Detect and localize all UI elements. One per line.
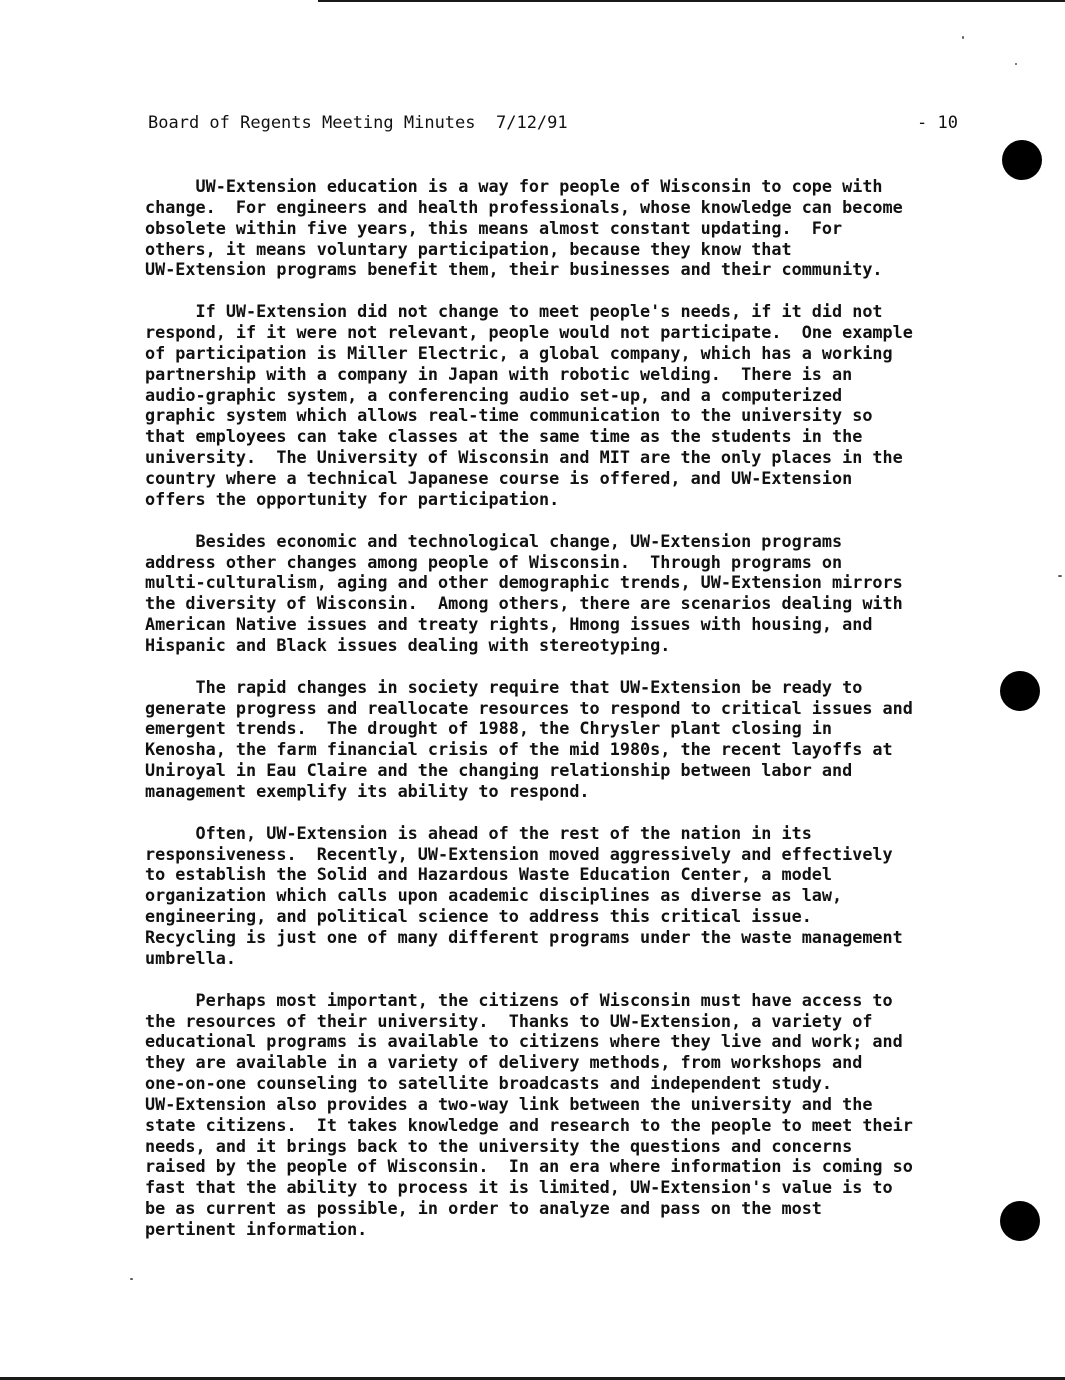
- paragraph-line: others, it means voluntary participation, because they know that: [145, 238, 792, 259]
- body-paragraph: [145, 301, 965, 509]
- paragraph-line: Perhaps most important, the citizens of Wisconsin must have access to: [145, 989, 893, 1010]
- paragraph-line: American Native issues and treaty rights, Hmong issues with housing, and: [145, 614, 873, 635]
- paragraph-line: Kenosha, the farm financial crisis of the mid 1980s, the recent layoffs at: [145, 739, 893, 760]
- paragraph-line: The rapid changes in society require that UW-Extension be ready to: [145, 676, 863, 697]
- paragraph-line: country where a technical Japanese course is offered, and UW-Extension: [145, 467, 853, 488]
- paragraph-line: obsolete within five years, this means almost constant updating. For: [145, 217, 843, 238]
- paragraph-line: Recycling is just one of many different programs under the waste management: [145, 927, 903, 947]
- page-top-edge: [318, 0, 1065, 2]
- paragraph-line: be as current as possible, in order to analyze and pass on the most: [145, 1198, 822, 1219]
- paragraph-line: management exemplify its ability to respond.: [145, 780, 590, 801]
- paragraph-line: UW-Extension education is a way for people of Wisconsin to cope with: [145, 176, 883, 196]
- punch-hole-top: [1002, 140, 1042, 180]
- paragraph-line: that employees can take classes at the same time as the students in the: [145, 426, 863, 447]
- scan-speck: [1015, 63, 1017, 65]
- paragraph-line: to establish the Solid and Hazardous Waste Education Center, a model: [145, 864, 833, 885]
- scan-speck: [1058, 575, 1062, 577]
- paragraph-line: If UW-Extension did not change to meet people's needs, if it did not: [145, 301, 883, 322]
- paragraph-line: fast that the ability to process it is limited, UW-Extension's value is to: [145, 1177, 893, 1198]
- scan-speck: [962, 36, 964, 39]
- paragraph-line: Hispanic and Black issues dealing with stereotyping.: [145, 634, 671, 655]
- paragraph-line: one-on-one counseling to satellite broadcasts and independent study.: [145, 1073, 833, 1094]
- body-paragraph: [145, 677, 965, 802]
- punch-hole-bottom: [1000, 1201, 1040, 1241]
- paragraph-line: generate progress and reallocate resources to respond to critical issues and: [145, 697, 913, 718]
- paragraph-line: needs, and it brings back to the university the questions and concerns: [145, 1135, 853, 1156]
- paragraph-line: umbrella.: [145, 947, 236, 968]
- paragraph-line: address other changes among people of Wisconsin. Through programs on: [145, 551, 843, 572]
- paragraph-line: engineering, and political science to address this critical issue.: [145, 906, 812, 927]
- body-paragraph: [145, 176, 965, 280]
- paragraph-line: raised by the people of Wisconsin. In an era where information is coming so: [145, 1156, 913, 1177]
- paragraph-line: change. For engineers and health professionals, whose knowledge can become: [145, 196, 903, 217]
- paragraph-line: state citizens. It takes knowledge and research to the people to meet their: [145, 1114, 913, 1135]
- paragraph-line: the diversity of Wisconsin. Among others, there are scenarios dealing with: [145, 593, 903, 614]
- paragraph-line: UW-Extension programs benefit them, their businesses and their community.: [145, 259, 883, 280]
- paragraph-line: partnership with a company in Japan with robotic welding. There is an: [145, 363, 853, 384]
- body-paragraph: [145, 823, 965, 969]
- paragraph-line: Besides economic and technological change, UW-Extension programs: [145, 530, 843, 551]
- paragraph-line: organization which calls upon academic disciplines as diverse as law,: [145, 885, 843, 906]
- page-header: [148, 111, 958, 135]
- paragraph-line: UW-Extension also provides a two-way link between the university and the: [145, 1093, 873, 1114]
- paragraph-line: multi-culturalism, aging and other demographic trends, UW-Extension mirrors: [145, 572, 903, 593]
- paragraph-line: Uniroyal in Eau Claire and the changing relationship between labor and: [145, 760, 853, 781]
- body-paragraph: [145, 990, 965, 1240]
- paragraph-line: offers the opportunity for participation.: [145, 488, 560, 509]
- paragraph-line: graphic system which allows real-time communication to the university so: [145, 405, 873, 426]
- paragraph-line: emergent trends. The drought of 1988, the Chrysler plant closing in: [145, 718, 833, 739]
- paragraph-line: they are available in a variety of delivery methods, from workshops and: [145, 1052, 863, 1073]
- document-body: [145, 176, 965, 1261]
- paragraph-line: Often, UW-Extension is ahead of the rest of the nation in its: [145, 822, 812, 843]
- body-paragraph: [145, 531, 965, 656]
- paragraph-line: educational programs is available to citizens where they live and work; and: [145, 1031, 903, 1052]
- paragraph-line: responsiveness. Recently, UW-Extension moved aggressively and effectively: [145, 843, 893, 864]
- paragraph-line: the resources of their university. Thanks to UW-Extension, a variety of: [145, 1010, 873, 1031]
- paragraph-line: audio-graphic system, a conferencing audio set-up, and a computerized: [145, 384, 843, 405]
- paragraph-line: of participation is Miller Electric, a global company, which has a working: [145, 342, 893, 363]
- paragraph-line: respond, if it were not relevant, people would not participate. One example: [145, 322, 913, 343]
- paragraph-line: university. The University of Wisconsin and MIT are the only places in the: [145, 447, 903, 468]
- punch-hole-middle: [1000, 671, 1040, 711]
- page-title: Board of Regents Meeting Minutes 7/12/91: [148, 113, 568, 133]
- page-number: - 10: [917, 113, 958, 133]
- paragraph-line: pertinent information.: [145, 1218, 368, 1239]
- scan-speck: [130, 1278, 133, 1280]
